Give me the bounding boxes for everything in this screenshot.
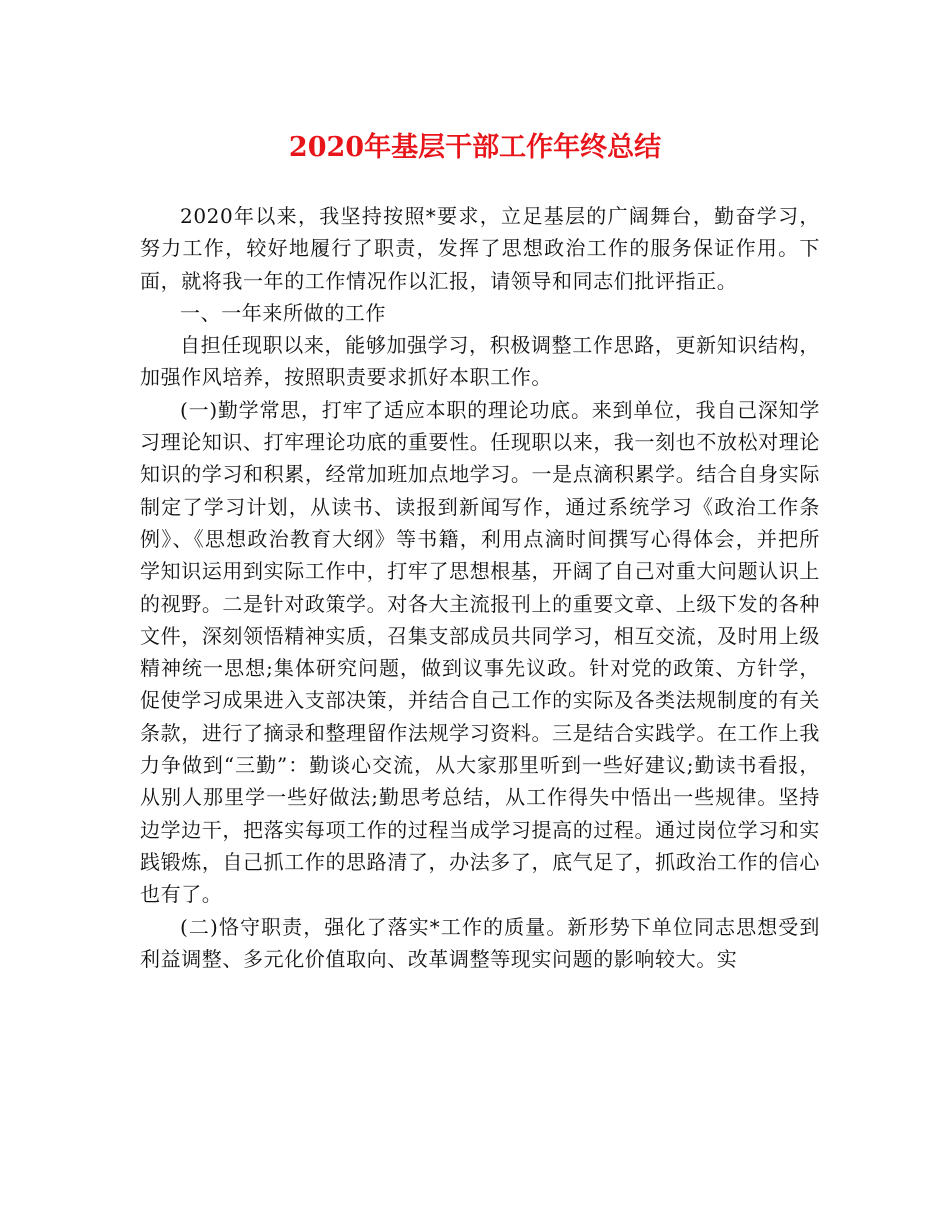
- document-body: [140, 200, 820, 975]
- document-title: 2020年基层干部工作年终总结: [288, 132, 662, 163]
- paragraph-duty: (二)恪守职责，强化了落实*工作的质量。新形势下单位同志思想受到利益调整、多元化价值取向、改革调整等现实问题的影响较大。实: [140, 914, 820, 971]
- section-heading-1: 一、一年来所做的工作: [180, 300, 386, 325]
- paragraph-intro: 2020年以来，我坚持按照*要求，立足基层的广阔舞台，勤奋学习，努力工作，较好地履行了职责，发挥了思想政治工作的服务保证作用。下面，就将我一年的工作情况作以汇报，请领导和同志们批评指正。: [140, 204, 820, 293]
- paragraph-overview: 自担任现职以来，能够加强学习，积极调整工作思路，更新知识结构，加强作风培养，按照职责要求抓好本职工作。: [140, 333, 820, 390]
- paragraph-study: (一)勤学常思，打牢了适应本职的理论功底。来到单位，我自己深知学习理论知识、打牢理论功底的重要性。任现职以来，我一刻也不放松对理论知识的学习和积累，经常加班加点地学习。一是点滴积累学。结合自身实际制定了学习计划，从读书、读报到新闻写作，通过系统学习《政治工作条例》、《思想政治教育大纲》等书籍，利用点滴时间撰写心得体会，并把所学知识运用到实际工作中，打牢了思想根基，开阔了自己对重大问题认识上的视野。二是针对政策学。对各大主流报刊上的重要文章、上级下发的各种文件，深刻领悟精神实质，召集支部成员共同学习，相互交流，及时用上级精神统一思想;集体研究问题，做到议事先议政。针对党的政策、方针学，促使学习成果进入支部决策，并结合自己工作的实际及各类法规制度的有关条款，进行了摘录和整理留作法规学习资料。三是结合实践学。在工作上我力争做到“三勤”：勤谈心交流，从大家那里听到一些好建议;勤读书看报，从别人那里学一些好做法;勤思考总结，从工作得失中悟出一些规律。坚持边学边干，把落实每项工作的过程当成学习提高的过程。通过岗位学习和实践锻炼，自己抓工作的思路清了，办法多了，底气足了，抓政治工作的信心也有了。: [140, 397, 820, 907]
